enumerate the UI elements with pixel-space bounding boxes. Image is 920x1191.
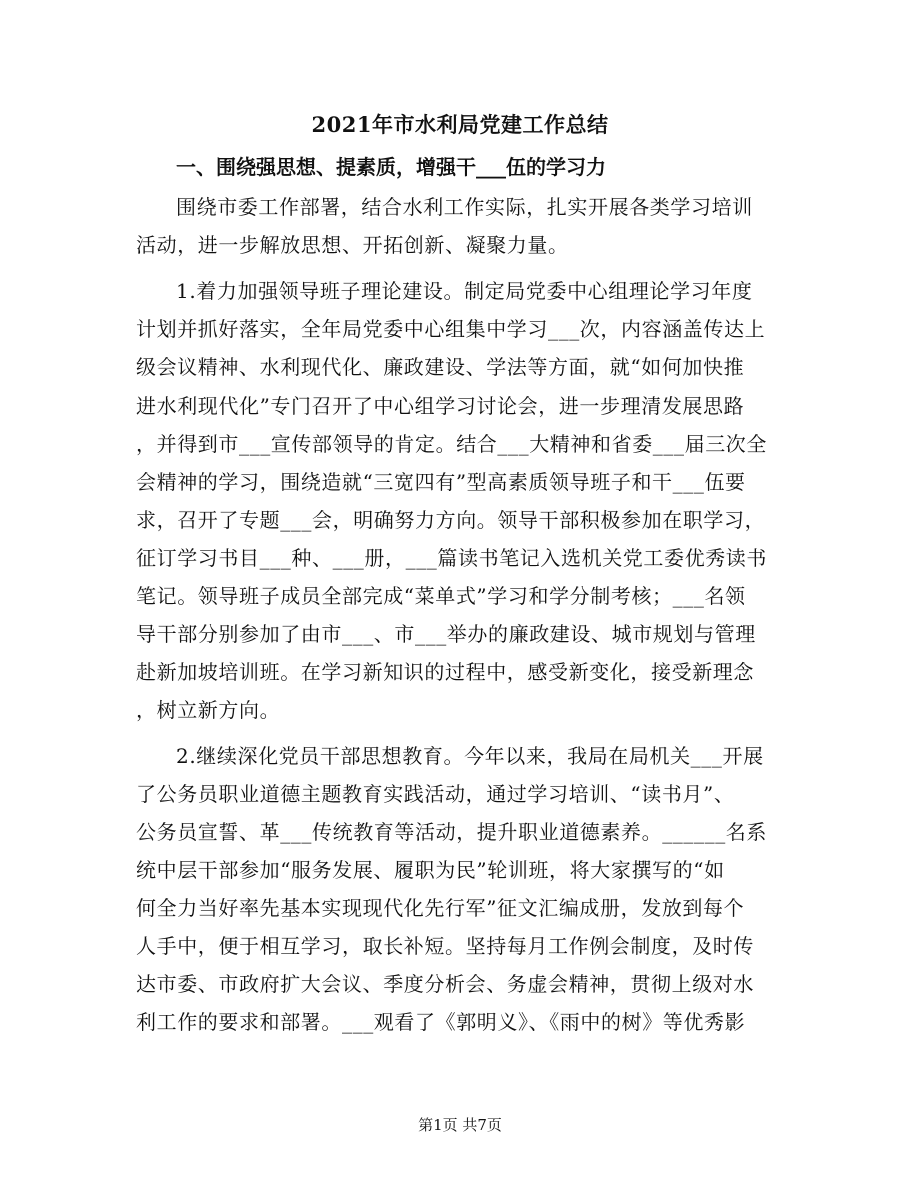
paragraph-line: ，树立新方向。 [136, 698, 281, 722]
paragraph-line: 求，召开了专题___会，明确努力方向。领导干部积极参加在职学习， [136, 508, 766, 532]
paragraph-line: 会精神的学习，围绕造就“三宽四有”型高素质领导班子和干___伍要 [136, 470, 746, 494]
paragraph-line: 笔记。领导班子成员全部完成“菜单式”学习和学分制考核；___名领 [136, 584, 746, 608]
paragraph-line: 达市委、市政府扩大会议、季度分析会、务虚会精神，贯彻上级对水 [136, 972, 754, 996]
paragraph-line: 统中层干部参加“服务发展、履职为民”轮训班，将大家撰写的“如 [136, 858, 725, 882]
page-number-footer: 第1页 共7页 [418, 1116, 502, 1134]
paragraph-line: 计划并抓好落实，全年局党委中心组集中学习___次，内容涵盖传达上 [136, 317, 766, 341]
paragraph-line: 公务员宣誓、革___传统教育等活动，提升职业道德素养。______名系 [136, 820, 767, 844]
paragraph-line: 何全力当好率先基本实现现代化先行军”征文汇编成册，发放到每个 [136, 896, 745, 920]
paragraph-line: 导干部分别参加了由市___、市___举办的廉政建设、城市规划与管理 [136, 622, 756, 646]
paragraph-line: 活动，进一步解放思想、开拓创新、凝聚力量。 [136, 233, 569, 257]
paragraph-line: 1.着力加强领导班子理论建设。制定局党委中心组理论学习年度 [176, 279, 753, 303]
paragraph-line: 征订学习书目___种、___册，___篇读书笔记入选机关党工委优秀读书 [136, 546, 767, 570]
paragraph-line: 围绕市委工作部署，结合水利工作实际，扎实开展各类学习培训 [176, 195, 753, 219]
section-heading-1: 一、围绕强思想、提素质，增强干___伍的学习力 [176, 155, 606, 179]
paragraph-line: 2.继续深化党员干部思想教育。今年以来，我局在局机关___开展 [176, 744, 764, 768]
document-title: 2021年市水利局党建工作总结 [311, 112, 609, 137]
paragraph-line: 级会议精神、水利现代化、廉政建设、学法等方面，就“如何加快推 [136, 355, 745, 379]
paragraph-line: 赴新加坡培训班。在学习新知识的过程中，感受新变化，接受新理念 [136, 660, 754, 684]
paragraph-line: 了公务员职业道德主题教育实践活动，通过学习培训、“读书月”、 [136, 782, 735, 806]
paragraph-line: 人手中，便于相互学习，取长补短。坚持每月工作例会制度，及时传 [136, 934, 754, 958]
paragraph-line: ，并得到市___宣传部领导的肯定。结合___大精神和省委___届三次全 [136, 432, 767, 456]
paragraph-line: 进水利现代化”专门召开了中心组学习讨论会，进一步理清发展思路 [136, 394, 745, 418]
paragraph-line: 利工作的要求和部署。___观看了《郭明义》、《雨中的树》等优秀影 [136, 1010, 746, 1034]
